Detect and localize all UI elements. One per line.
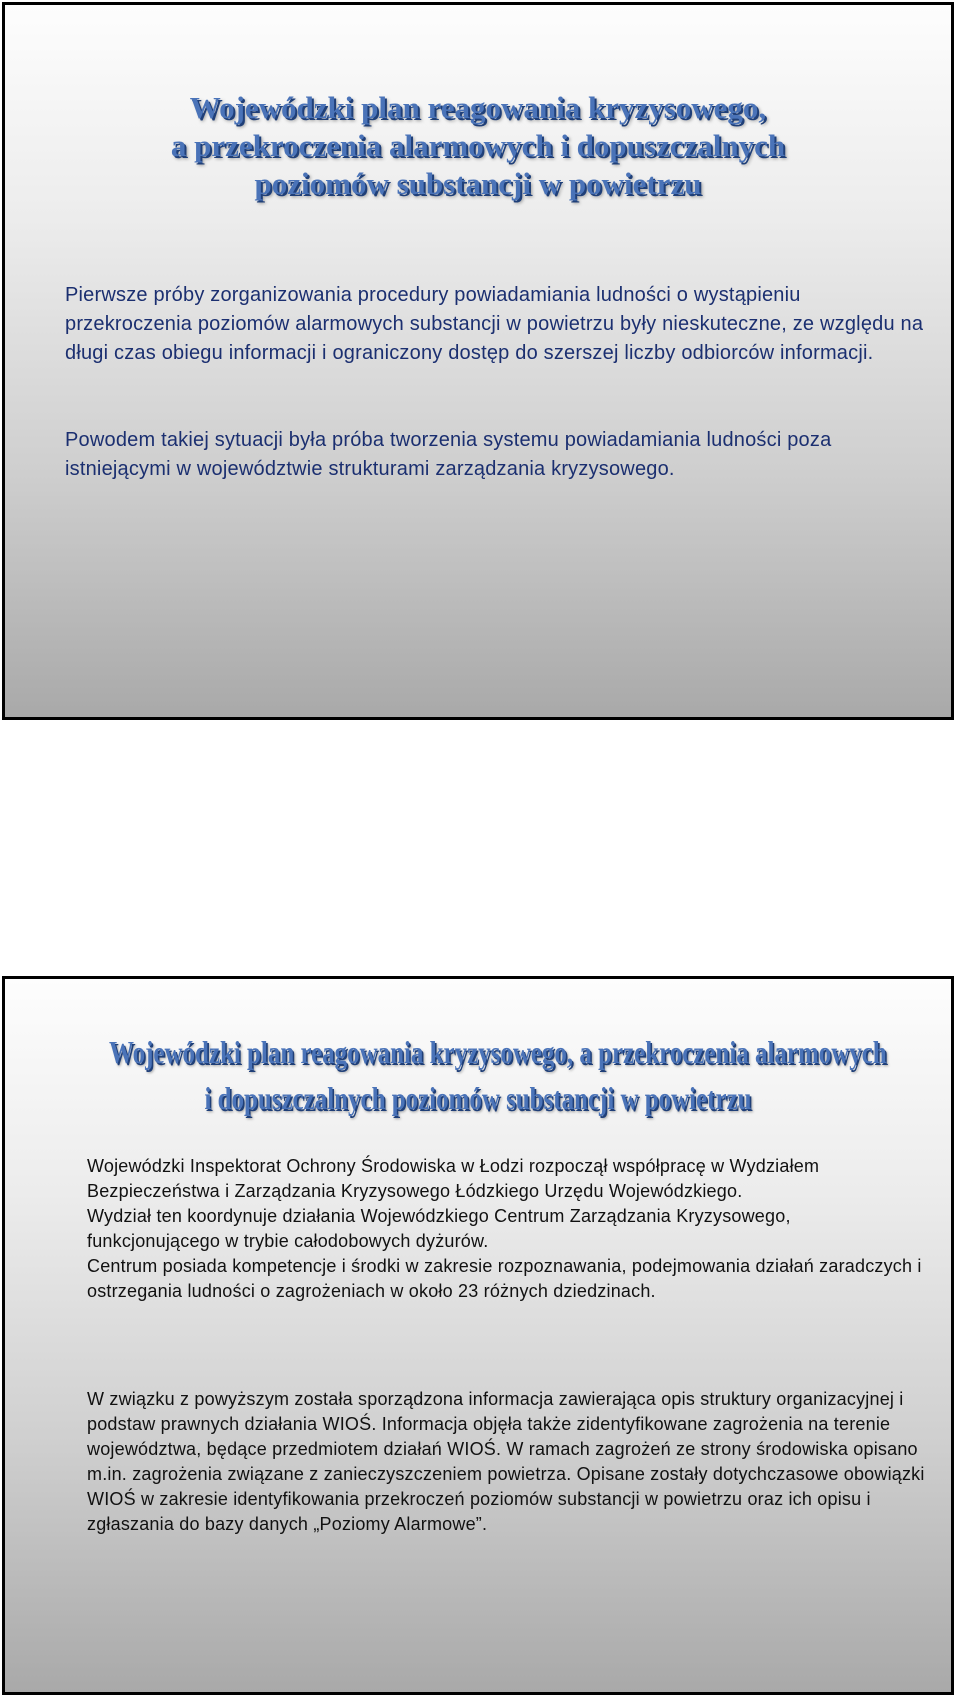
slide-1-paragraph-1-text: Pierwsze próby zorganizowania procedury powiadamiania ludności o wystąpieniu przekroczenia poziomów alarmowych substancji w powietrzu były nieskuteczne, ze względu na długi czas obiegu informacji i ograniczony dostęp do szerszej liczby odbiorców informacji. <box>65 284 924 364</box>
slide-2-paragraph-3: Centrum posiada kompetencje i środki w zakresie rozpoznawania, podejmowania działań zaradczych i ostrzegania ludności o zagrożeniach w około 23 różnych dziedzinach. <box>87 1256 922 1301</box>
slide-1 <box>2 2 954 720</box>
slide-2-title-line-1: Wojewódzki plan reagowania kryzysowego, a przekroczenia alarmowych <box>109 1034 887 1070</box>
slide-2-title-line-2: i dopuszczalnych poziomów substancji w powietrzu <box>204 1080 752 1116</box>
slide-1-paragraph-2 <box>65 426 925 484</box>
slide-1-paragraph-1 <box>65 281 925 368</box>
slide-2-paragraph-4: W związku z powyższym została sporządzona informacja zawierająca opis struktury organizacyjnej i podstaw prawnych działania WIOŚ. Informacja objęła także zidentyfikowane zagrożenia na terenie województwa, będące przedmiotem działań WIOŚ. W ramach zagrożeń ze strony środowiska opisano m.in. zagrożenia związane z zanieczyszczeniem powietrza. Opisane zostały dotychczasowe obowiązki WIOŚ w zakresie identyfikowania przekroczeń poziomów substancji w powietrzu oraz ich opisu i zgłaszania do bazy danych „Poziomy Alarmowe”. <box>87 1389 925 1534</box>
slide-2-title <box>109 1029 887 1121</box>
slide-2 <box>2 976 954 1695</box>
slide-2-body-top <box>87 1154 927 1304</box>
slide-1-paragraph-2-text: Powodem takiej sytuacji była próba tworzenia systemu powiadamiania ludności poza istniejącymi w województwie strukturami zarządzania kryzysowego. <box>65 429 832 480</box>
slide-2-paragraph-2: Wydział ten koordynuje działania Wojewódzkiego Centrum Zarządzania Kryzysowego, funkcjonującego w trybie całodobowych dyżurów. <box>87 1206 791 1251</box>
slide-1-title-line-1: Wojewódzki plan reagowania kryzysowego, <box>189 90 767 125</box>
slide-2-paragraph-1: Wojewódzki Inspektorat Ochrony Środowiska w Łodzi rozpoczął współpracę w Wydziałem Bezpieczeństwa i Zarządzania Kryzysowego Łódzkiego Urzędu Wojewódzkiego. <box>87 1156 820 1201</box>
slide-1-title <box>5 89 951 203</box>
slide-2-body-bottom <box>87 1387 927 1537</box>
slide-1-title-line-2: a przekroczenia alarmowych i dopuszczalnych <box>170 128 786 163</box>
slide-1-title-line-3: poziomów substancji w powietrzu <box>254 166 702 201</box>
